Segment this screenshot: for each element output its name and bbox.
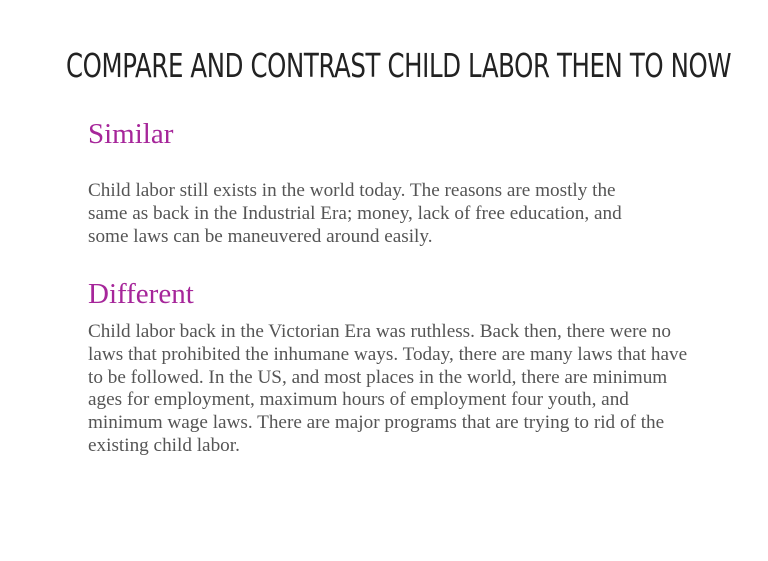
slide-title: COMPARE AND CONTRAST CHILD LABOR THEN TO NOW [66, 46, 732, 85]
different-body-text: Child labor back in the Victorian Era was ruthless. Back then, there were no laws that prohibited the inhumane ways. Today, there are many laws that have to be followed. In the US, and most places in the world, there are minimum ages for employment, maximum hours of employment four youth, and minimum wage laws. There are major programs that are trying to rid of the existing child labor. [88, 321, 688, 456]
different-section [88, 276, 698, 458]
similar-heading: Similar [88, 118, 174, 150]
similar-section [88, 116, 698, 248]
different-heading: Different [88, 278, 194, 310]
similar-body-text: Child labor still exists in the world today. The reasons are mostly the same as back in the Industrial Era; money, lack of free education, and some laws can be maneuvered around easily. [88, 180, 622, 247]
